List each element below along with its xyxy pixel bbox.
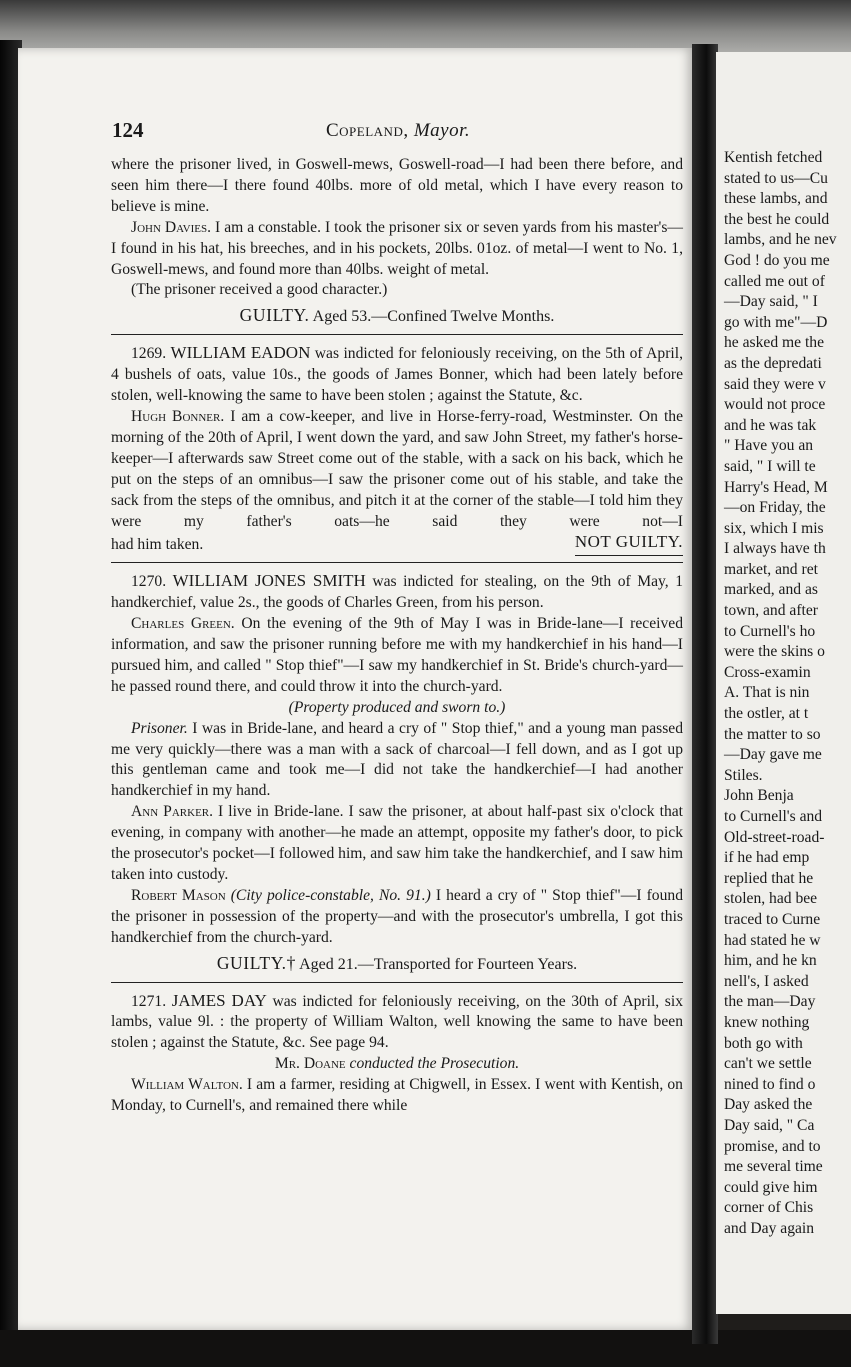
character-note: (The prisoner received a good character.) bbox=[131, 281, 388, 299]
facing-line: Harry's Head, M bbox=[724, 478, 828, 496]
facing-line: Day asked the bbox=[724, 1096, 813, 1114]
defendant-name: WILLIAM EADON bbox=[170, 343, 311, 363]
facing-line: both go with bbox=[724, 1034, 803, 1052]
facing-line: as the depredati bbox=[724, 354, 822, 372]
facing-line: called me out of bbox=[724, 272, 825, 290]
sentence: Aged 21.—Transported for Fourteen Years. bbox=[299, 955, 578, 973]
witness-text: On the evening of the 9th of May I was in Bride-lane—I received information, and saw the prisoner running before me with my handkerchief in his hand—I pursued him, and called " Stop thief"—I saw my handkerchief in St. Bride's church-yard—he passed round there, and could throw it into the church-yard. bbox=[111, 615, 683, 695]
witness-name: Charles Green. bbox=[131, 615, 235, 633]
facing-line: the matter to so bbox=[724, 725, 821, 743]
facing-line: to Curnell's and bbox=[724, 808, 823, 825]
facing-line: and Day again bbox=[724, 1219, 815, 1237]
case-divider bbox=[111, 982, 683, 983]
facing-line: knew nothing bbox=[724, 1013, 810, 1031]
case-number: 1270. bbox=[131, 573, 167, 591]
property-note: (Property produced and sworn to.) bbox=[288, 698, 506, 716]
case-divider bbox=[111, 562, 683, 563]
verdict-word: NOT GUILTY. bbox=[575, 532, 683, 556]
case1271-testimony bbox=[111, 1075, 683, 1117]
facing-line: to Curnell's ho bbox=[724, 622, 816, 640]
facing-line: stated to us—Cu bbox=[724, 169, 828, 187]
facing-line: marked, and as bbox=[724, 581, 818, 599]
case-divider bbox=[111, 334, 683, 335]
facing-line: were the skins o bbox=[724, 643, 825, 661]
facing-line: —Day gave me bbox=[724, 746, 822, 764]
witness-name: John Davies. bbox=[131, 218, 212, 236]
facing-line: can't we settle bbox=[724, 1055, 812, 1073]
counsel-text: conducted the Prosecution. bbox=[345, 1055, 520, 1073]
facing-line: traced to Curne bbox=[724, 910, 821, 928]
prosecution-note bbox=[111, 1054, 683, 1075]
verdict-word: GUILTY.† bbox=[216, 952, 296, 973]
case-number: 1269. bbox=[131, 345, 167, 363]
defendant-name: WILLIAM JONES SMITH bbox=[172, 571, 366, 591]
charge-text: was indicted for stealing, on the 9th of May, 1 handkerchief, value 2s., the goods of Charles Green, from his person. bbox=[111, 573, 684, 612]
sentence: Aged 53.—Confined Twelve Months. bbox=[312, 308, 555, 326]
case-number: 1271. bbox=[131, 992, 167, 1010]
witness-text: I heard a cry of " Stop thief"—I found the prisoner in possession of the property—and with the prosecutor's umbrella, I got this handkerchief from the church-yard. bbox=[111, 886, 683, 946]
running-head bbox=[326, 120, 470, 142]
case1268-testimony bbox=[111, 218, 683, 281]
facing-line: me several time bbox=[724, 1158, 823, 1176]
facing-line: stolen, had bee bbox=[724, 890, 818, 908]
facing-line: had stated he w bbox=[724, 931, 821, 949]
facing-line: said they were v bbox=[724, 375, 826, 393]
facing-line: —on Friday, the bbox=[724, 499, 826, 517]
prisoner-label: Prisoner. bbox=[131, 719, 188, 737]
facing-line: the ostler, at t bbox=[724, 705, 809, 723]
last-line: had him taken. bbox=[111, 536, 204, 554]
facing-line: promise, and to bbox=[724, 1137, 821, 1155]
case1270-testimony-green bbox=[111, 614, 683, 698]
witness-name: Robert Mason bbox=[131, 886, 226, 904]
case1270-testimony-parker bbox=[111, 802, 683, 886]
facing-line: the man—Day bbox=[724, 993, 816, 1011]
facing-line: if he had emp bbox=[724, 849, 810, 867]
facing-line: Day said, " Ca bbox=[724, 1116, 815, 1134]
witness-text: I live in Bride-lane. I saw the prisoner, at about half-past six o'clock that evening, in company with another—he made an attempt, opposite my father's door, to pick the prosecutor's pocket—I followed him, and saw him take the handkerchief, and I saw him taken into custody. bbox=[111, 803, 683, 883]
book-gutter bbox=[692, 44, 718, 1344]
witness-text: I am a farmer, residing at Chigwell, in Essex. I went with Kentish, on Monday, to Curnell's, and remained there while bbox=[111, 1076, 683, 1115]
facing-line: corner of Chis bbox=[724, 1199, 814, 1217]
facing-line: and he was tak bbox=[724, 416, 817, 434]
page-number: 124 bbox=[112, 118, 144, 142]
case1270-indictment bbox=[111, 571, 683, 614]
running-head-name: Copeland, bbox=[326, 120, 409, 141]
facing-line: said, " I will te bbox=[724, 457, 816, 475]
case1268-verdict bbox=[111, 305, 683, 328]
facing-line: Stiles. bbox=[724, 766, 763, 784]
charge-text: was indicted for feloniously receiving, on the 5th of April, 4 bushels of oats, value 10s., the goods of James Bonner, which had been lately before stolen, well-knowing the same to have been stolen ; against the Statute, &c. bbox=[111, 345, 683, 405]
facing-line: him, and he kn bbox=[724, 952, 817, 970]
defendant-name: JAMES DAY bbox=[171, 990, 267, 1010]
case1270-verdict bbox=[111, 953, 683, 976]
page-header bbox=[112, 118, 582, 148]
facing-line: market, and ret bbox=[724, 560, 818, 578]
case1271-indictment bbox=[111, 991, 683, 1055]
facing-page-text bbox=[724, 148, 851, 1239]
facing-line: these lambs, and bbox=[724, 190, 828, 208]
prisoner-text: I was in Bride-lane, and heard a cry of " Stop thief," and a young man passed me very quickly—there was a man with a sack of charcoal—I fell down, and as I got up this gentleman came and took me—I did not take the handkerchief—I had another handkerchief in my hand. bbox=[111, 719, 683, 800]
facing-line: would not proce bbox=[724, 396, 826, 414]
witness-role: (City police-constable, No. 91.) bbox=[230, 886, 431, 904]
facing-line: Kentish fetched bbox=[724, 149, 823, 166]
facing-line: the best he could bbox=[724, 210, 830, 228]
verdict-word: GUILTY. bbox=[239, 305, 310, 326]
facing-line: Old-street-road- bbox=[724, 828, 825, 846]
case1269-verdict-line bbox=[111, 532, 683, 556]
facing-line: could give him bbox=[724, 1178, 818, 1196]
facing-line: I always have th bbox=[724, 540, 826, 558]
witness-name: William Walton. bbox=[131, 1076, 243, 1094]
charge-text: was indicted for feloniously receiving, on the 30th of April, six lambs, value 9l. : the property of William Walton, well knowing the same to have been stolen ; against the Statute, &c. See page 94. bbox=[111, 992, 683, 1052]
facing-line: lambs, and he nev bbox=[724, 231, 837, 249]
facing-line: he asked me the bbox=[724, 334, 825, 352]
facing-line: A. That is nin bbox=[724, 684, 810, 702]
case1270-testimony-mason bbox=[111, 886, 683, 949]
witness-text: I am a cow-keeper, and live in Horse-ferry-road, Westminster. On the morning of the 20th of April, I went down the yard, and saw John Street, my father's horse-keeper—I afterwards saw Street come out of the stable, with a sack on his back, which he put on the steps of an omnibus—I saw the prisoner come out of his stable, and take the sack from the steps of the omnibus, and pitch it at the corner of the stable—I told him they were my father's oats—he said they were not—I bbox=[111, 407, 683, 530]
facing-line: go with me"—D bbox=[724, 313, 828, 331]
case1269-testimony bbox=[111, 407, 683, 532]
facing-line: John Benja bbox=[724, 787, 794, 805]
witness-text: I am a constable. I took the prisoner six or seven yards from his master's—I found in his hat, his breeches, and in his pockets, 20lbs. 01oz. of metal—I went to No. 1, Goswell-mews, and found more than 40lbs. weight of metal. bbox=[111, 218, 683, 278]
facing-line: town, and after bbox=[724, 602, 818, 620]
case1270-prisoner-statement bbox=[111, 719, 683, 803]
counsel-name: Mr. Doane bbox=[274, 1055, 346, 1073]
facing-line: " Have you an bbox=[724, 437, 814, 455]
facing-line: nined to find o bbox=[724, 1075, 816, 1093]
running-head-title: Mayor. bbox=[413, 120, 471, 141]
facing-line: God ! do you me bbox=[724, 251, 830, 269]
witness-name: Hugh Bonner. bbox=[131, 407, 225, 425]
facing-page bbox=[716, 52, 851, 1314]
facing-line: Cross-examin bbox=[724, 663, 811, 681]
case1269-indictment bbox=[111, 343, 683, 407]
facing-line: —Day said, " I bbox=[724, 293, 818, 311]
main-text-column bbox=[111, 155, 683, 1117]
witness-name: Ann Parker. bbox=[131, 803, 214, 821]
book-bottom-edge bbox=[0, 1330, 851, 1367]
facing-line: replied that he bbox=[724, 869, 814, 887]
facing-line: nell's, I asked bbox=[724, 972, 809, 990]
case1268-paragraph: where the prisoner lived, in Goswell-mews, Goswell-road—I had been there before, and seen him there—I there found 40lbs. more of old metal, which I have every reason to believe is mine. bbox=[111, 156, 683, 215]
facing-line: six, which I mis bbox=[724, 519, 824, 537]
